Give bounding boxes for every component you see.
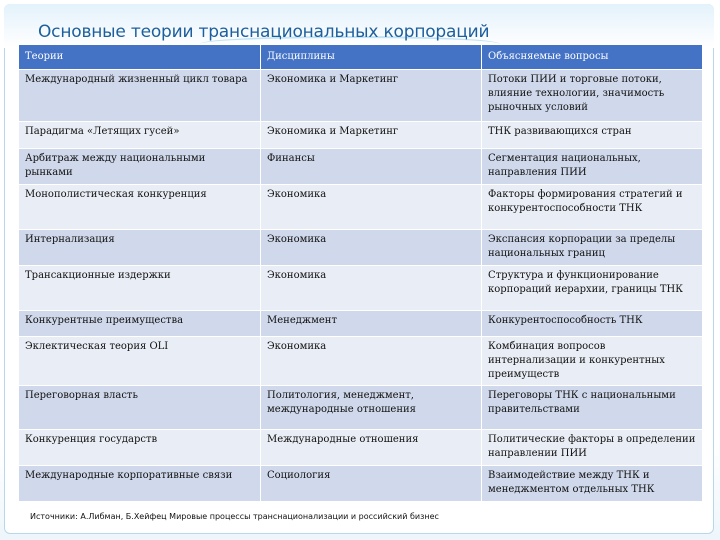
table-row [19,122,703,149]
table-row [19,266,703,311]
discipline-cell: Экономика и Маркетинг [261,122,482,149]
discipline-cell: Социология [261,466,482,502]
table-row [19,311,703,337]
issues-cell: Потоки ПИИ и торговые потоки, влияние технологии, значимость рыночных условий [482,70,703,122]
discipline-cell: Финансы [261,149,482,185]
theory-cell: Интернализация [19,230,261,266]
source-footnote: Источники: А.Либман, Б.Хейфец Мировые процессы транснационализации и российский бизнес [30,512,439,521]
discipline-cell: Экономика [261,185,482,230]
issues-cell: Факторы формирования стратегий и конкурентоспособности ТНК [482,185,703,230]
theory-cell: Конкуренция государств [19,430,261,466]
issues-cell: Комбинация вопросов интернализации и конкурентных преимуществ [482,337,703,386]
issues-cell: Экспансия корпорации за пределы национальных границ [482,230,703,266]
discipline-cell: Менеджмент [261,311,482,337]
header-issues: Объясняемые вопросы [482,45,703,70]
issues-cell: Политические факторы в определении направлении ПИИ [482,430,703,466]
discipline-cell: Экономика [261,230,482,266]
issues-cell: Структура и функционирование корпораций иерархии, границы ТНК [482,266,703,311]
table-header-row [19,45,703,70]
discipline-cell: Экономика и Маркетинг [261,70,482,122]
theory-cell: Монополистическая конкуренция [19,185,261,230]
discipline-cell: Экономика [261,266,482,311]
theory-cell: Парадигма «Летящих гусей» [19,122,261,149]
table-row [19,337,703,386]
discipline-cell: Экономика [261,337,482,386]
theory-cell: Переговорная власть [19,386,261,430]
slide-title: Основные теории транснациональных корпораций [38,22,490,42]
theories-table [18,44,703,502]
issues-cell: ТНК развивающихся стран [482,122,703,149]
issues-cell: Конкурентоспособность ТНК [482,311,703,337]
discipline-cell: Политология, менеджмент, международные отношения [261,386,482,430]
table-row [19,185,703,230]
table-row [19,70,703,122]
table-row [19,430,703,466]
theory-cell: Трансакционные издержки [19,266,261,311]
issues-cell: Переговоры ТНК с национальными правительствами [482,386,703,430]
theory-cell: Международные корпоративные связи [19,466,261,502]
table-row [19,149,703,185]
table-row [19,466,703,502]
header-theories: Теории [19,45,261,70]
table-row [19,386,703,430]
header-disciplines: Дисциплины [261,45,482,70]
issues-cell: Сегментация национальных, направления ПИИ [482,149,703,185]
theory-cell: Арбитраж между национальными рынками [19,149,261,185]
theory-cell: Международный жизненный цикл товара [19,70,261,122]
discipline-cell: Международные отношения [261,430,482,466]
table-row [19,230,703,266]
theory-cell: Конкурентные преимущества [19,311,261,337]
theory-cell: Эклектическая теория OLI [19,337,261,386]
issues-cell: Взаимодействие между ТНК и менеджментом отдельных ТНК [482,466,703,502]
